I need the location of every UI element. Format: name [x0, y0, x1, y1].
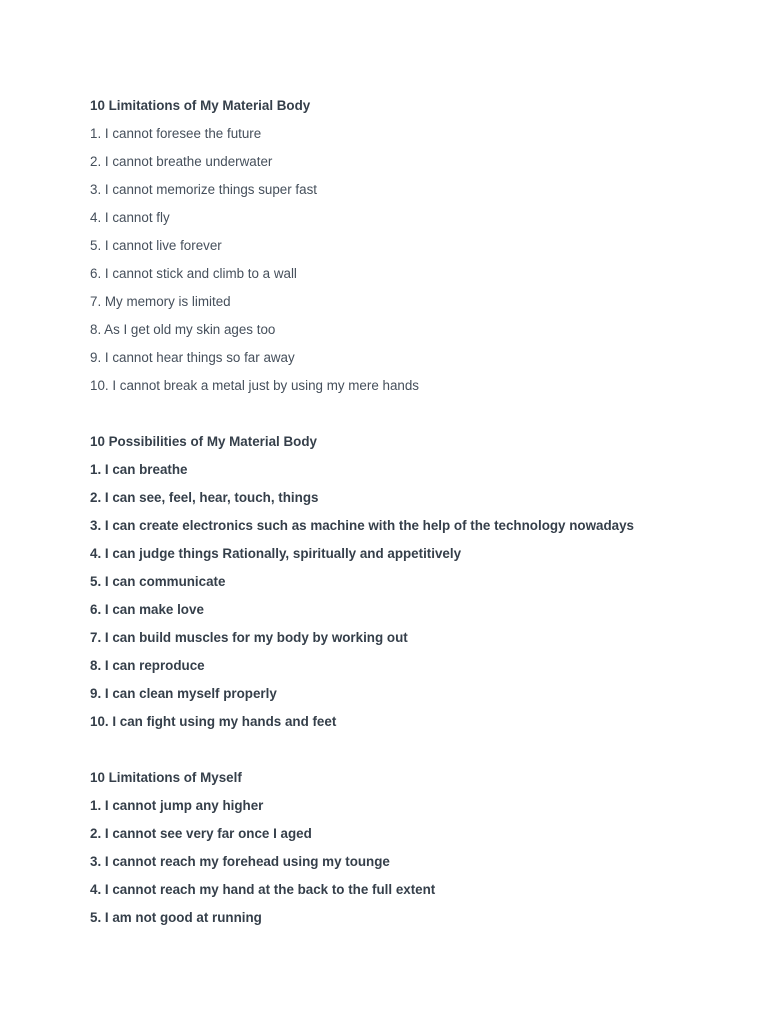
- section-heading: 10 Limitations of My Material Body: [90, 98, 311, 113]
- list-item: 4. I can judge things Rationally, spiritually and appetitively: [90, 546, 462, 561]
- list-item: 6. I cannot stick and climb to a wall: [90, 266, 297, 281]
- list-item: 3. I can create electronics such as machine with the help of the technology nowadays: [90, 518, 634, 533]
- section-possibilities-material-body: [90, 428, 750, 736]
- list-item: 4. I cannot reach my hand at the back to the full extent: [90, 882, 436, 897]
- document-page: [90, 92, 750, 932]
- list-item: 8. I can reproduce: [90, 658, 205, 673]
- list-item: 3. I cannot memorize things super fast: [90, 182, 318, 197]
- list-item: 1. I cannot jump any higher: [90, 798, 264, 813]
- list-item: 2. I can see, feel, hear, touch, things: [90, 490, 319, 505]
- list-item: 6. I can make love: [90, 602, 204, 617]
- list-item: 5. I cannot live forever: [90, 238, 222, 253]
- section-limitations-myself: [90, 764, 750, 932]
- list-item: 4. I cannot fly: [90, 210, 170, 225]
- list-item: 7. My memory is limited: [90, 294, 231, 309]
- list-item: 2. I cannot see very far once I aged: [90, 826, 312, 841]
- list-item: 8. As I get old my skin ages too: [90, 322, 276, 337]
- list-item: 1. I can breathe: [90, 462, 188, 477]
- section-spacer: [90, 400, 750, 428]
- section-heading: 10 Possibilities of My Material Body: [90, 434, 317, 449]
- list-item: 1. I cannot foresee the future: [90, 126, 262, 141]
- section-limitations-material-body: [90, 92, 750, 400]
- list-item: 9. I cannot hear things so far away: [90, 350, 295, 365]
- list-item: 5. I can communicate: [90, 574, 226, 589]
- list-item: 3. I cannot reach my forehead using my tounge: [90, 854, 390, 869]
- list-item: 10. I can fight using my hands and feet: [90, 714, 337, 729]
- list-item: 9. I can clean myself properly: [90, 686, 277, 701]
- list-item: 5. I am not good at running: [90, 910, 262, 925]
- list-item: 2. I cannot breathe underwater: [90, 154, 273, 169]
- section-spacer: [90, 736, 750, 764]
- list-item: 10. I cannot break a metal just by using my mere hands: [90, 378, 419, 393]
- list-item: 7. I can build muscles for my body by working out: [90, 630, 408, 645]
- section-heading: 10 Limitations of Myself: [90, 770, 242, 785]
